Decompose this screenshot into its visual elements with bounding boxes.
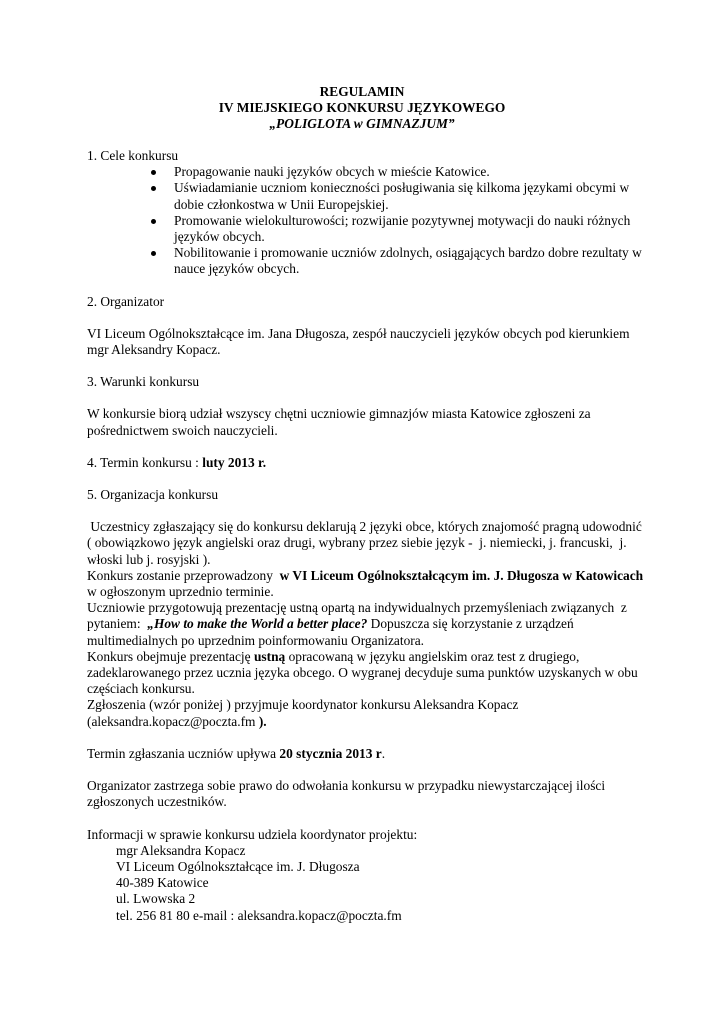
goals-list	[87, 164, 647, 277]
scoring-text-end: opracowaną w języku angielskim oraz test z drugiego, zadeklarowanego przez ucznia języka obcego. O wygranej decyduje suma punktów uzyskanych w obu częściach konkursu.	[87, 648, 638, 697]
presentation-text: Uczniowie przygotowują prezentację ustną opartą na indywidualnych przemyśleniach związanych z pytaniem:	[87, 600, 631, 632]
title-line-contest: IV MIEJSKIEGO KONKURSU JĘZYKOWEGO	[218, 100, 506, 116]
title-line-poliglota: „POLIGLOTA w GIMNAZJUM”	[269, 116, 455, 132]
reservation-paragraph: Organizator zastrzega sobie prawo do odwołania konkursu w przypadku niewystarczającej ilości zgłoszonych uczestników.	[87, 778, 606, 810]
presentation-paragraph	[87, 600, 647, 649]
goal-text: Propagowanie nauki języków obcych w mieście Katowice.	[174, 164, 490, 180]
bullet-icon	[151, 186, 156, 191]
contact-school: VI Liceum Ogólnokształcące im. J. Długosza	[116, 858, 360, 874]
applications-text: Zgłoszenia (wzór poniżej ) przyjmuje koordynator konkursu Aleksandra Kopacz (aleksandra.kopacz@poczta.fm	[87, 697, 519, 729]
bullet-icon	[151, 251, 156, 256]
venue-school: w VI Liceum Ogólnokształcącym im. J. Długosza w Katowicach	[279, 567, 644, 583]
scoring-text: Konkurs obejmuje prezentację	[87, 648, 254, 664]
section5-heading: 5. Organizacja konkursu	[87, 487, 219, 503]
bullet-icon	[151, 170, 156, 175]
presentation-question: „How to make the World a better place?	[147, 616, 368, 632]
section4-term	[87, 455, 647, 471]
goal-text: Nobilitowanie i promowanie uczniów zdolnych, osiągających bardzo dobre rezultaty w nauce języków obcych.	[174, 245, 642, 277]
organizer-text: VI Liceum Ogólnokształcące im. Jana Długosza, zespół nauczycieli języków obcych pod kierunkiem mgr Aleksandry Kopacz.	[87, 325, 630, 358]
applications-paragraph	[87, 697, 647, 729]
deadline-date: 20 stycznia 2013 r	[279, 745, 382, 761]
venue-text-end: w ogłoszonym uprzednio terminie.	[87, 584, 274, 600]
contact-postcode: 40-389 Katowice	[116, 875, 209, 891]
goal-item	[87, 180, 647, 212]
document-body	[87, 148, 647, 924]
term-label: 4. Termin konkursu :	[87, 454, 203, 470]
scoring-paragraph	[87, 649, 647, 698]
deadline-period: .	[381, 745, 386, 761]
title-line-regulamin: REGULAMIN	[319, 84, 405, 99]
document-title	[0, 84, 724, 133]
goal-text: Uświadamianie uczniom konieczności posługiwania się kilkoma językami obcymi w dobie członkostwa w Unii Europejskiej.	[174, 180, 630, 212]
applications-close: ).	[255, 713, 267, 729]
term-date: luty 2013 r.	[202, 454, 267, 470]
deadline-text: Termin zgłaszania uczniów upływa	[87, 745, 280, 761]
section2-heading: 2. Organizator	[87, 293, 165, 309]
goal-item	[87, 213, 647, 245]
contact-block	[87, 843, 647, 924]
bullet-icon	[151, 219, 156, 224]
scoring-oral: ustną	[253, 648, 286, 664]
venue-paragraph	[87, 568, 647, 600]
languages-paragraph: Uczestnicy zgłaszający się do konkursu deklarują 2 języki obce, których znajomość pragną udowodnić ( obowiązkowo język angielski oraz drugi, wybrany przez siebie język - j. niemiecki, j. francuski, j. włoski lub j. rosyjski ).	[87, 519, 646, 567]
contact-intro: Informacji w sprawie konkursu udziela koordynator projektu:	[87, 826, 418, 842]
contact-name: mgr Aleksandra Kopacz	[116, 842, 246, 858]
deadline-paragraph	[87, 746, 647, 762]
section3-heading: 3. Warunki konkursu	[87, 374, 200, 390]
goal-item	[87, 245, 647, 277]
contact-phone-email: tel. 256 81 80 e-mail : aleksandra.kopacz@poczta.fm	[116, 907, 402, 923]
conditions-text: W konkursie biorą udział wszyscy chętni uczniowie gimnazjów miasta Katowice zgłoszeni za pośrednictwem swoich nauczycieli.	[87, 406, 591, 438]
presentation-text-end: Dopuszcza się korzystanie z urządzeń multimedialnych po uprzednim poinformowaniu Organizatora.	[87, 616, 574, 648]
goal-item	[87, 164, 647, 180]
goal-text: Promowanie wielokulturowości; rozwijanie pozytywnej motywacji do nauki różnych języków obcych.	[174, 212, 631, 245]
contact-street: ul. Lwowska 2	[116, 891, 196, 907]
section1-heading: 1. Cele konkursu	[87, 148, 179, 163]
venue-text: Konkurs zostanie przeprowadzony	[87, 567, 280, 583]
